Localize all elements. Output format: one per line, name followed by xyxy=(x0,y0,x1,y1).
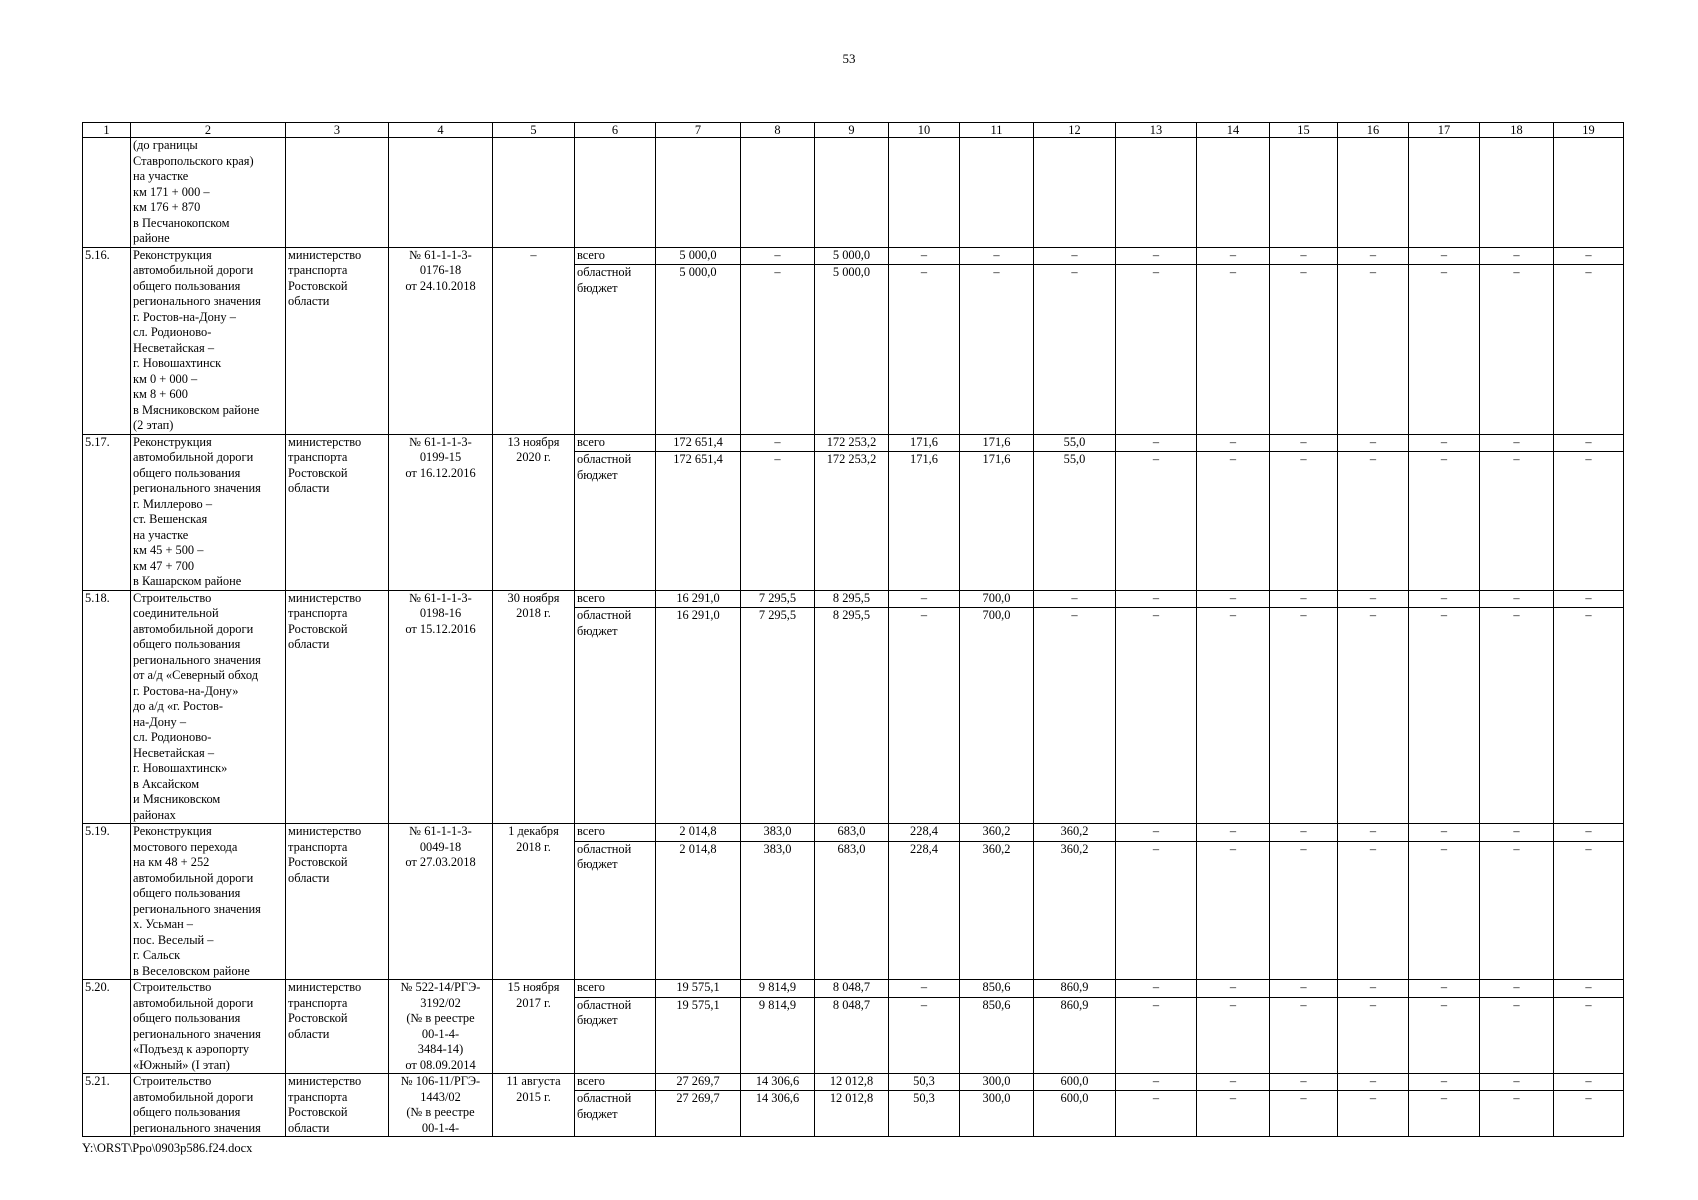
value-cell: 12 012,8 xyxy=(815,1091,889,1137)
source-label-cell: всего xyxy=(575,1074,656,1091)
empty-cell xyxy=(1554,138,1624,248)
value-cell: – xyxy=(1338,997,1409,1073)
value-cell: 171,6 xyxy=(889,434,960,452)
value-cell: – xyxy=(741,452,815,590)
value-cell: – xyxy=(1116,1074,1197,1091)
value-cell: – xyxy=(1409,1091,1480,1137)
empty-cell xyxy=(1034,138,1116,248)
value-cell: 360,2 xyxy=(960,824,1034,842)
value-cell: – xyxy=(1409,590,1480,608)
file-path-footer: Y:\ORST\Ppo\0903p586.f24.docx xyxy=(82,1141,253,1155)
value-cell: 383,0 xyxy=(741,824,815,842)
source-label-cell: областной бюджет xyxy=(575,841,656,979)
value-cell: – xyxy=(1197,980,1270,998)
column-number-header: 17 xyxy=(1409,123,1480,138)
value-cell: 172 253,2 xyxy=(815,452,889,590)
value-cell: – xyxy=(1270,452,1338,590)
value-cell: – xyxy=(889,608,960,824)
column-number-header: 14 xyxy=(1197,123,1270,138)
column-number-header: 15 xyxy=(1270,123,1338,138)
value-cell: – xyxy=(1338,1091,1409,1137)
object-name-cell: (до границы Ставропольского края) на участке км 171 + 000 – км 176 + 870 в Песчанокопском районе xyxy=(131,138,286,248)
date-cell: 13 ноября 2020 г. xyxy=(493,434,575,590)
value-cell: – xyxy=(1338,608,1409,824)
source-label-cell: областной бюджет xyxy=(575,452,656,590)
value-cell: – xyxy=(741,247,815,265)
value-cell: 27 269,7 xyxy=(656,1074,741,1091)
column-number-row xyxy=(83,123,1624,138)
table-row xyxy=(83,1074,1624,1091)
value-cell: – xyxy=(1034,247,1116,265)
value-cell: 27 269,7 xyxy=(656,1091,741,1137)
value-cell: – xyxy=(889,590,960,608)
column-number-header: 19 xyxy=(1554,123,1624,138)
value-cell: – xyxy=(1554,1091,1624,1137)
value-cell: – xyxy=(1554,434,1624,452)
empty-cell xyxy=(1116,138,1197,248)
value-cell: 19 575,1 xyxy=(656,980,741,998)
value-cell: – xyxy=(1116,590,1197,608)
value-cell: – xyxy=(1270,980,1338,998)
value-cell: 683,0 xyxy=(815,824,889,842)
value-cell: – xyxy=(1554,590,1624,608)
value-cell: – xyxy=(1197,608,1270,824)
document-cell: № 61-1-1-3- 0199-15 от 16.12.2016 xyxy=(389,434,493,590)
value-cell: 700,0 xyxy=(960,590,1034,608)
value-cell: 860,9 xyxy=(1034,980,1116,998)
value-cell: – xyxy=(1270,841,1338,979)
value-cell: 700,0 xyxy=(960,608,1034,824)
empty-cell xyxy=(815,138,889,248)
value-cell: – xyxy=(1554,1074,1624,1091)
value-cell: 300,0 xyxy=(960,1091,1034,1137)
value-cell: – xyxy=(1197,452,1270,590)
empty-cell xyxy=(1409,138,1480,248)
empty-cell xyxy=(1270,138,1338,248)
table-row xyxy=(83,434,1624,452)
value-cell: 9 814,9 xyxy=(741,980,815,998)
value-cell: – xyxy=(1034,590,1116,608)
empty-cell xyxy=(656,138,741,248)
value-cell: – xyxy=(1338,434,1409,452)
source-label-cell: всего xyxy=(575,980,656,998)
value-cell: – xyxy=(1034,608,1116,824)
value-cell: – xyxy=(1338,824,1409,842)
column-number-header: 18 xyxy=(1480,123,1554,138)
source-label-cell: всего xyxy=(575,590,656,608)
value-cell: 19 575,1 xyxy=(656,997,741,1073)
value-cell: – xyxy=(1554,265,1624,434)
value-cell: – xyxy=(1554,980,1624,998)
row-number-cell: 5.21. xyxy=(83,1074,131,1137)
column-number-header: 4 xyxy=(389,123,493,138)
empty-cell xyxy=(960,138,1034,248)
document-cell: № 61-1-1-3- 0049-18 от 27.03.2018 xyxy=(389,824,493,980)
value-cell: – xyxy=(1116,434,1197,452)
document-cell: № 61-1-1-3- 0176-18 от 24.10.2018 xyxy=(389,247,493,434)
empty-cell xyxy=(493,138,575,248)
value-cell: – xyxy=(741,265,815,434)
organization-cell: министерство транспорта Ростовской области xyxy=(286,590,389,824)
value-cell: 8 295,5 xyxy=(815,590,889,608)
value-cell: 360,2 xyxy=(1034,824,1116,842)
object-name-cell: Реконструкция автомобильной дороги общего пользования регионального значения г. Ростов-на-Дону – сл. Родионово- Несветайская – г. Новошахтинск км 0 + 000 – км 8 + 600 в Мясниковском районе (2 этап) xyxy=(131,247,286,434)
value-cell: – xyxy=(1270,265,1338,434)
value-cell: – xyxy=(1338,590,1409,608)
page-number: 53 xyxy=(842,51,856,66)
column-number-header: 6 xyxy=(575,123,656,138)
column-number-header: 5 xyxy=(493,123,575,138)
value-cell: 172 651,4 xyxy=(656,434,741,452)
value-cell: 5 000,0 xyxy=(656,247,741,265)
value-cell: 8 048,7 xyxy=(815,997,889,1073)
value-cell: 228,4 xyxy=(889,841,960,979)
value-cell: – xyxy=(1197,247,1270,265)
value-cell: 7 295,5 xyxy=(741,608,815,824)
value-cell: 300,0 xyxy=(960,1074,1034,1091)
value-cell: – xyxy=(1270,1074,1338,1091)
date-cell: 15 ноября 2017 г. xyxy=(493,980,575,1074)
value-cell: 16 291,0 xyxy=(656,608,741,824)
column-number-header: 9 xyxy=(815,123,889,138)
value-cell: – xyxy=(889,265,960,434)
value-cell: – xyxy=(1338,980,1409,998)
value-cell: – xyxy=(1197,997,1270,1073)
object-name-cell: Реконструкция автомобильной дороги общего пользования регионального значения г. Миллерово – ст. Вешенская на участке км 45 + 500 – км 47 + 700 в Кашарском районе xyxy=(131,434,286,590)
value-cell: – xyxy=(1480,997,1554,1073)
table-row xyxy=(83,247,1624,265)
empty-cell xyxy=(1480,138,1554,248)
date-cell: 11 августа 2015 г. xyxy=(493,1074,575,1137)
value-cell: – xyxy=(1116,247,1197,265)
value-cell: 850,6 xyxy=(960,980,1034,998)
value-cell: 360,2 xyxy=(960,841,1034,979)
value-cell: – xyxy=(1116,841,1197,979)
document-cell: № 522-14/РГЭ- 3192/02 (№ в реестре 00-1-4- 3484-14) от 08.09.2014 xyxy=(389,980,493,1074)
value-cell: – xyxy=(1116,997,1197,1073)
value-cell: – xyxy=(1480,980,1554,998)
value-cell: 383,0 xyxy=(741,841,815,979)
value-cell: 5 000,0 xyxy=(656,265,741,434)
column-number-header: 11 xyxy=(960,123,1034,138)
empty-cell xyxy=(1197,138,1270,248)
row-number-cell: 5.16. xyxy=(83,247,131,434)
empty-cell xyxy=(575,138,656,248)
date-cell: 30 ноября 2018 г. xyxy=(493,590,575,824)
value-cell: – xyxy=(1480,1091,1554,1137)
organization-cell: министерство транспорта Ростовской области xyxy=(286,247,389,434)
value-cell: – xyxy=(1116,980,1197,998)
value-cell: 172 651,4 xyxy=(656,452,741,590)
source-label-cell: областной бюджет xyxy=(575,265,656,434)
value-cell: – xyxy=(1197,1074,1270,1091)
value-cell: 172 253,2 xyxy=(815,434,889,452)
document-cell: № 61-1-1-3- 0198-16 от 15.12.2016 xyxy=(389,590,493,824)
row-number-cell: 5.19. xyxy=(83,824,131,980)
column-number-header: 12 xyxy=(1034,123,1116,138)
value-cell: – xyxy=(960,247,1034,265)
source-label-cell: областной бюджет xyxy=(575,608,656,824)
object-name-cell: Реконструкция мостового перехода на км 48 + 252 автомобильной дороги общего пользования регионального значения х. Усьман – пос. Веселый – г. Сальск в Веселовском районе xyxy=(131,824,286,980)
value-cell: – xyxy=(1197,841,1270,979)
table-row xyxy=(83,824,1624,842)
empty-cell xyxy=(741,138,815,248)
value-cell: – xyxy=(1409,980,1480,998)
row-number-cell: 5.17. xyxy=(83,434,131,590)
value-cell: – xyxy=(1409,824,1480,842)
object-name-cell: Строительство автомобильной дороги общего пользования регионального значения «Подъезд к аэропорту «Южный» (I этап) xyxy=(131,980,286,1074)
value-cell: – xyxy=(1338,452,1409,590)
value-cell: – xyxy=(1554,824,1624,842)
value-cell: 14 306,6 xyxy=(741,1091,815,1137)
value-cell: – xyxy=(1554,608,1624,824)
date-cell: – xyxy=(493,247,575,434)
value-cell: – xyxy=(741,434,815,452)
value-cell: 5 000,0 xyxy=(815,265,889,434)
empty-cell xyxy=(83,138,131,248)
continuation-row xyxy=(83,138,1624,248)
value-cell: – xyxy=(1409,434,1480,452)
column-number-header: 16 xyxy=(1338,123,1409,138)
organization-cell: министерство транспорта Ростовской области xyxy=(286,980,389,1074)
value-cell: – xyxy=(1409,247,1480,265)
row-number-cell: 5.20. xyxy=(83,980,131,1074)
value-cell: 683,0 xyxy=(815,841,889,979)
value-cell: – xyxy=(1409,1074,1480,1091)
organization-cell: министерство транспорта Ростовской области xyxy=(286,434,389,590)
column-number-header: 13 xyxy=(1116,123,1197,138)
column-number-header: 7 xyxy=(656,123,741,138)
value-cell: – xyxy=(1197,434,1270,452)
source-label-cell: областной бюджет xyxy=(575,997,656,1073)
document-cell: № 106-11/РГЭ- 1443/02 (№ в реестре 00-1-4- xyxy=(389,1074,493,1137)
value-cell: – xyxy=(1480,452,1554,590)
object-name-cell: Строительство соединительной автомобильной дороги общего пользования регионального значения от а/д «Северный обход г. Ростова-на-Дону» до а/д «г. Ростов- на-Дону – сл. Родионово- Несветайская – г. Новошахтинск» в Аксайском и Мясниковском районах xyxy=(131,590,286,824)
value-cell: – xyxy=(889,247,960,265)
object-name-cell: Строительство автомобильной дороги общего пользования регионального значения xyxy=(131,1074,286,1137)
value-cell: – xyxy=(1116,265,1197,434)
value-cell: 9 814,9 xyxy=(741,997,815,1073)
value-cell: – xyxy=(1480,824,1554,842)
value-cell: – xyxy=(1338,841,1409,979)
value-cell: – xyxy=(1554,997,1624,1073)
table-row xyxy=(83,590,1624,608)
value-cell: 171,6 xyxy=(960,434,1034,452)
value-cell: 171,6 xyxy=(889,452,960,590)
value-cell: – xyxy=(1197,590,1270,608)
value-cell: – xyxy=(1480,247,1554,265)
value-cell: – xyxy=(1116,824,1197,842)
value-cell: 171,6 xyxy=(960,452,1034,590)
value-cell: 360,2 xyxy=(1034,841,1116,979)
value-cell: – xyxy=(1554,452,1624,590)
value-cell: – xyxy=(1554,841,1624,979)
value-cell: – xyxy=(1554,247,1624,265)
value-cell: 860,9 xyxy=(1034,997,1116,1073)
source-label-cell: областной бюджет xyxy=(575,1091,656,1137)
value-cell: 50,3 xyxy=(889,1074,960,1091)
value-cell: – xyxy=(1480,608,1554,824)
value-cell: – xyxy=(1116,1091,1197,1137)
value-cell: 12 012,8 xyxy=(815,1074,889,1091)
value-cell: – xyxy=(1480,1074,1554,1091)
value-cell: – xyxy=(960,265,1034,434)
value-cell: – xyxy=(889,997,960,1073)
value-cell: 850,6 xyxy=(960,997,1034,1073)
empty-cell xyxy=(1338,138,1409,248)
source-label-cell: всего xyxy=(575,247,656,265)
value-cell: 16 291,0 xyxy=(656,590,741,608)
value-cell: – xyxy=(1116,452,1197,590)
empty-cell xyxy=(286,138,389,248)
value-cell: – xyxy=(1338,1074,1409,1091)
value-cell: – xyxy=(889,980,960,998)
value-cell: – xyxy=(1270,824,1338,842)
value-cell: 8 295,5 xyxy=(815,608,889,824)
date-cell: 1 декабря 2018 г. xyxy=(493,824,575,980)
value-cell: – xyxy=(1409,841,1480,979)
value-cell: – xyxy=(1338,265,1409,434)
column-number-header: 3 xyxy=(286,123,389,138)
value-cell: – xyxy=(1338,247,1409,265)
value-cell: 2 014,8 xyxy=(656,824,741,842)
organization-cell: министерство транспорта Ростовской области xyxy=(286,824,389,980)
value-cell: 55,0 xyxy=(1034,452,1116,590)
value-cell: 228,4 xyxy=(889,824,960,842)
value-cell: – xyxy=(1197,265,1270,434)
value-cell: – xyxy=(1197,824,1270,842)
value-cell: 2 014,8 xyxy=(656,841,741,979)
column-number-header: 8 xyxy=(741,123,815,138)
value-cell: 14 306,6 xyxy=(741,1074,815,1091)
value-cell: 8 048,7 xyxy=(815,980,889,998)
value-cell: – xyxy=(1270,608,1338,824)
value-cell: 55,0 xyxy=(1034,434,1116,452)
value-cell: – xyxy=(1197,1091,1270,1137)
table-row xyxy=(83,980,1624,998)
value-cell: 5 000,0 xyxy=(815,247,889,265)
column-number-header: 2 xyxy=(131,123,286,138)
column-number-header: 1 xyxy=(83,123,131,138)
value-cell: – xyxy=(1116,608,1197,824)
value-cell: – xyxy=(1409,997,1480,1073)
value-cell: 7 295,5 xyxy=(741,590,815,608)
source-label-cell: всего xyxy=(575,824,656,842)
value-cell: 600,0 xyxy=(1034,1074,1116,1091)
value-cell: 50,3 xyxy=(889,1091,960,1137)
value-cell: – xyxy=(1270,997,1338,1073)
value-cell: 600,0 xyxy=(1034,1091,1116,1137)
value-cell: – xyxy=(1270,1091,1338,1137)
value-cell: – xyxy=(1480,265,1554,434)
value-cell: – xyxy=(1270,590,1338,608)
value-cell: – xyxy=(1480,841,1554,979)
source-label-cell: всего xyxy=(575,434,656,452)
value-cell: – xyxy=(1034,265,1116,434)
value-cell: – xyxy=(1480,590,1554,608)
value-cell: – xyxy=(1270,247,1338,265)
investment-table xyxy=(82,122,1624,1137)
value-cell: – xyxy=(1409,452,1480,590)
value-cell: – xyxy=(1409,265,1480,434)
organization-cell: министерство транспорта Ростовской области xyxy=(286,1074,389,1137)
empty-cell xyxy=(389,138,493,248)
column-number-header: 10 xyxy=(889,123,960,138)
value-cell: – xyxy=(1480,434,1554,452)
value-cell: – xyxy=(1409,608,1480,824)
row-number-cell: 5.18. xyxy=(83,590,131,824)
value-cell: – xyxy=(1270,434,1338,452)
empty-cell xyxy=(889,138,960,248)
